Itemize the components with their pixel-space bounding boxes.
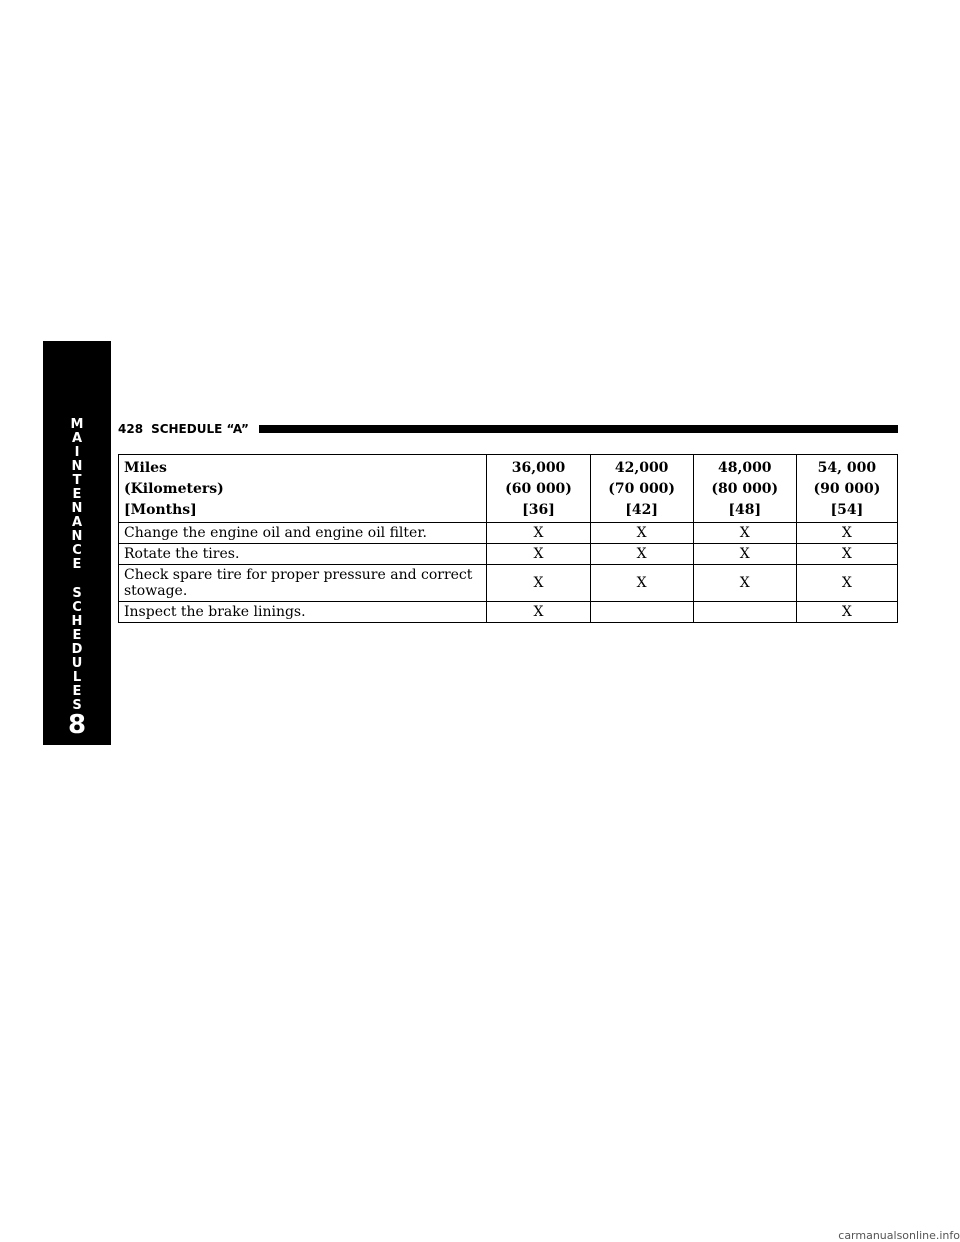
side-tab-letter: E <box>72 487 82 502</box>
miles-label: Miles <box>124 460 167 476</box>
side-tab-letter: C <box>72 600 82 615</box>
table-header-row <box>119 455 898 523</box>
interval-km: (80 000) <box>711 481 779 497</box>
side-tab-letter: C <box>72 543 82 558</box>
side-tab-letter: D <box>71 642 83 657</box>
interval-months: [42] <box>625 502 658 518</box>
mark-cell: X <box>590 544 693 565</box>
side-tab-letter: A <box>71 515 83 530</box>
mark-cell: X <box>487 565 590 602</box>
table-row <box>119 523 898 544</box>
side-tab-letter: S <box>72 698 82 713</box>
interval-miles: 42,000 <box>614 460 669 476</box>
mark-cell <box>693 602 796 623</box>
task-cell: Rotate the tires. <box>119 544 487 565</box>
header-rule <box>259 425 898 433</box>
mark-cell: X <box>487 602 590 623</box>
interval-header <box>693 455 796 523</box>
page-number: 428 <box>118 422 144 436</box>
months-label: [Months] <box>124 502 197 518</box>
side-tab-letter: E <box>72 557 82 572</box>
side-tab-letter: M <box>70 417 84 432</box>
interval-km: (60 000) <box>505 481 572 497</box>
interval-miles: 36,000 <box>511 460 566 476</box>
side-tab-letter: I <box>74 445 80 460</box>
chapter-number: 8 <box>67 710 87 740</box>
task-cell: Check spare tire for proper pressure and correct stowage. <box>119 565 487 602</box>
side-tab-letter: N <box>71 501 83 516</box>
site-watermark: carmanualsonline.info <box>838 1229 960 1242</box>
mark-cell: X <box>796 544 897 565</box>
table-row <box>119 602 898 623</box>
page-header <box>118 421 898 437</box>
mark-cell: X <box>590 523 693 544</box>
mark-cell: X <box>796 565 897 602</box>
side-tab-letter: S <box>72 586 82 601</box>
side-tab-letter: A <box>71 431 83 446</box>
task-cell: Change the engine oil and engine oil filter. <box>119 523 487 544</box>
mark-cell: X <box>693 565 796 602</box>
mark-cell <box>590 602 693 623</box>
interval-header <box>487 455 590 523</box>
side-tab-letter: T <box>72 473 82 488</box>
side-tab-letter: E <box>72 684 82 699</box>
side-tab-letter: N <box>71 459 83 474</box>
table-row <box>119 565 898 602</box>
interval-miles: 48,000 <box>717 460 772 476</box>
interval-miles: 54, 000 <box>817 460 877 476</box>
interval-labels-cell <box>119 455 487 523</box>
interval-km: (70 000) <box>608 481 676 497</box>
side-tab-letter: N <box>71 529 83 544</box>
mark-cell: X <box>693 544 796 565</box>
interval-months: [48] <box>728 502 762 518</box>
side-tab-letter: U <box>71 656 83 671</box>
side-tab-letter: L <box>72 670 82 685</box>
side-tab-letter: H <box>71 614 83 629</box>
mark-cell: X <box>487 523 590 544</box>
mark-cell: X <box>590 565 693 602</box>
mark-cell: X <box>487 544 590 565</box>
interval-months: [54] <box>830 502 864 518</box>
mark-cell: X <box>796 602 897 623</box>
section-title: SCHEDULE “A” <box>151 422 249 436</box>
interval-months: [36] <box>522 502 555 518</box>
table-row <box>119 544 898 565</box>
interval-km: (90 000) <box>813 481 881 497</box>
interval-header <box>590 455 693 523</box>
mark-cell: X <box>796 523 897 544</box>
task-cell: Inspect the brake linings. <box>119 602 487 623</box>
maintenance-schedule-table <box>118 454 898 623</box>
side-tab-letters <box>43 418 111 713</box>
kilometers-label: (Kilometers) <box>124 481 224 497</box>
mark-cell: X <box>693 523 796 544</box>
side-tab-letter: E <box>72 628 82 643</box>
chapter-side-tab <box>43 341 111 745</box>
interval-header <box>796 455 897 523</box>
